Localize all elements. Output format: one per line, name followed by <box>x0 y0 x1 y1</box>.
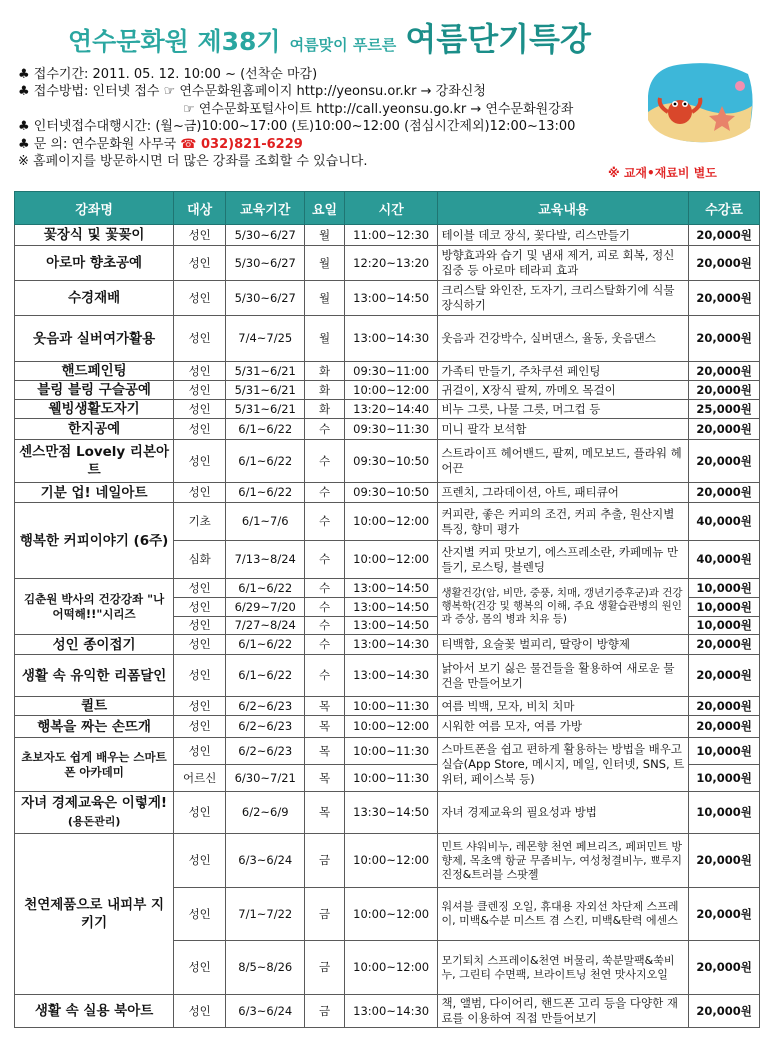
course-time: 13:00~14:50 <box>344 579 438 598</box>
course-day: 금 <box>305 888 345 941</box>
course-day: 목 <box>305 765 345 792</box>
course-name: 행복을 짜는 손뜨개 <box>15 716 174 738</box>
course-period: 5/31~6/21 <box>226 400 305 419</box>
course-day: 월 <box>305 281 345 316</box>
course-content: 비누 그릇, 나물 그릇, 머그컵 등 <box>438 400 689 419</box>
material-fee-note: ※ 교재•재료비 별도 <box>608 166 717 180</box>
course-day: 목 <box>305 792 345 834</box>
course-name: 천연제품으로 내피부 지키기 <box>15 834 174 995</box>
course-day: 수 <box>305 617 345 635</box>
course-time: 13:30~14:50 <box>344 792 438 834</box>
course-period: 7/27~8/24 <box>226 617 305 635</box>
course-content: 생활건강(암, 비만, 중풍, 치매, 갱년기증후군)과 건강행복학(건강 및 행복의 이해, 주요 생활습관병의 원인과 증상, 몸의 병과 치유 등) <box>438 579 689 635</box>
course-period: 6/2~6/23 <box>226 716 305 738</box>
course-fee: 20,000원 <box>689 655 760 697</box>
course-target: 성인 <box>174 617 226 635</box>
col-header-period: 교육기간 <box>226 192 305 225</box>
course-period: 7/4~7/25 <box>226 316 305 362</box>
table-row <box>15 225 760 246</box>
course-fee: 10,000원 <box>689 792 760 834</box>
course-fee: 20,000원 <box>689 316 760 362</box>
course-name: 김춘원 박사의 건강강좌 "나 어떡해!!"시리즈 <box>15 579 174 635</box>
course-period: 8/5~8/26 <box>226 941 305 995</box>
course-fee: 25,000원 <box>689 400 760 419</box>
info-line-hours: ♣ 인터넷접수대행시간: (월~금)10:00~17:00 (토)10:00~12:00 (점심시간제외)12:00~13:00 <box>18 119 576 135</box>
info-line-method: ♣ 접수방법: 인터넷 접수 ☞ 연수문화원홈페이지 http://yeonsu.or.kr → 강좌신청 <box>18 84 486 100</box>
course-fee: 20,000원 <box>689 995 760 1028</box>
poster-header <box>0 0 773 188</box>
table-row <box>15 834 760 888</box>
course-target: 성인 <box>174 225 226 246</box>
col-header-content: 교육내용 <box>438 192 689 225</box>
course-content: 테이블 데코 장식, 꽃다발, 리스만들기 <box>438 225 689 246</box>
course-time: 13:00~14:30 <box>344 995 438 1028</box>
course-fee: 10,000원 <box>689 579 760 598</box>
col-header-time: 시간 <box>344 192 438 225</box>
course-day: 수 <box>305 503 345 541</box>
course-fee: 20,000원 <box>689 419 760 440</box>
poster-title <box>68 14 591 60</box>
course-period: 6/2~6/23 <box>226 738 305 765</box>
table-row <box>15 655 760 697</box>
course-time: 13:20~14:40 <box>344 400 438 419</box>
course-target: 성인 <box>174 400 226 419</box>
course-table <box>14 191 760 1028</box>
table-row <box>15 697 760 716</box>
course-name: 생활 속 유익한 리폼달인 <box>15 655 174 697</box>
course-target: 성인 <box>174 483 226 503</box>
course-time: 13:00~14:50 <box>344 617 438 635</box>
course-period: 5/31~6/21 <box>226 381 305 400</box>
course-time: 10:00~11:30 <box>344 697 438 716</box>
course-name: 기분 업! 네일아트 <box>15 483 174 503</box>
course-day: 수 <box>305 579 345 598</box>
course-day: 목 <box>305 697 345 716</box>
course-name <box>15 792 174 834</box>
col-header-day: 요일 <box>305 192 345 225</box>
course-day: 월 <box>305 225 345 246</box>
table-row <box>15 362 760 381</box>
course-fee: 20,000원 <box>689 281 760 316</box>
course-target: 성인 <box>174 941 226 995</box>
course-fee: 20,000원 <box>689 362 760 381</box>
course-content: 귀걸이, X장식 팔찌, 까메오 목걸이 <box>438 381 689 400</box>
course-day: 수 <box>305 635 345 655</box>
course-fee: 20,000원 <box>689 697 760 716</box>
course-day: 금 <box>305 834 345 888</box>
course-time: 10:00~12:00 <box>344 381 438 400</box>
table-row <box>15 995 760 1028</box>
course-day: 수 <box>305 440 345 483</box>
course-content: 낡아서 보기 싫은 물건들을 활용하여 새로운 물건을 만들어보기 <box>438 655 689 697</box>
course-name: 웰빙생활도자기 <box>15 400 174 419</box>
course-fee: 20,000원 <box>689 941 760 995</box>
table-row <box>15 316 760 362</box>
course-period: 6/30~7/21 <box>226 765 305 792</box>
info-line-portal: ☞ 연수문화포털사이트 http://call.yeonsu.go.kr → 연수문화원강좌 <box>183 101 574 117</box>
table-row <box>15 381 760 400</box>
course-fee: 20,000원 <box>689 483 760 503</box>
course-target: 성인 <box>174 579 226 598</box>
course-period: 6/29~7/20 <box>226 598 305 617</box>
course-content: 웃음과 건강박수, 실버댄스, 율동, 웃음댄스 <box>438 316 689 362</box>
course-target: 성인 <box>174 440 226 483</box>
course-period: 6/1~6/22 <box>226 419 305 440</box>
course-content: 가족티 만들기, 주차쿠션 페인팅 <box>438 362 689 381</box>
info-line-note: ※ 홈페이지를 방문하시면 더 많은 강좌를 조회할 수 있습니다. <box>18 154 368 170</box>
beach-crab-illustration <box>640 56 758 148</box>
course-period: 5/30~6/27 <box>226 246 305 281</box>
course-content: 모기퇴치 스프레이&천연 버물리, 쑥분말팩&쑥비누, 그린티 수면팩, 브라이트닝 천연 맛사지오일 <box>438 941 689 995</box>
table-row <box>15 483 760 503</box>
course-content: 프렌치, 그라데이션, 아트, 패티큐어 <box>438 483 689 503</box>
course-name: 센스만점 Lovely 리본아트 <box>15 440 174 483</box>
course-time: 09:30~10:50 <box>344 440 438 483</box>
course-content: 스마트폰을 쉽고 편하게 활용하는 방법을 배우고 실습(App Store, 메시지, 메일, 인터넷, SNS, 트위터, 페이스북 등) <box>438 738 689 792</box>
info-line-contact <box>18 136 575 153</box>
course-fee: 20,000원 <box>689 440 760 483</box>
table-row <box>15 246 760 281</box>
course-target: 성인 <box>174 362 226 381</box>
course-name: 아로마 향초공예 <box>15 246 174 281</box>
course-time: 10:00~12:00 <box>344 503 438 541</box>
course-target: 성인 <box>174 246 226 281</box>
course-fee: 20,000원 <box>689 834 760 888</box>
course-content: 민트 샤워비누, 레몬향 천연 페브리즈, 페퍼민트 방향제, 목초액 항균 무좀비누, 여성청결비누, 뾰루지진정&트러블 스팟젤 <box>438 834 689 888</box>
table-row <box>15 503 760 541</box>
course-day: 금 <box>305 995 345 1028</box>
course-content: 시워한 여름 모자, 여름 가방 <box>438 716 689 738</box>
course-period: 6/2~6/9 <box>226 792 305 834</box>
course-fee: 20,000원 <box>689 246 760 281</box>
course-time: 10:00~12:00 <box>344 834 438 888</box>
course-target: 어르신 <box>174 765 226 792</box>
course-target: 성인 <box>174 716 226 738</box>
table-row <box>15 419 760 440</box>
course-target: 성인 <box>174 635 226 655</box>
course-name: 행복한 커피이야기 (6주) <box>15 503 174 579</box>
contact-label: ♣ 문 의: 연수문화원 사무국 <box>18 136 177 152</box>
course-content: 커피란, 좋은 커피의 조건, 커피 추출, 원산지별 특징, 향미 평가 <box>438 503 689 541</box>
course-time: 13:00~14:30 <box>344 635 438 655</box>
table-row <box>15 792 760 834</box>
table-row <box>15 440 760 483</box>
course-name: 핸드페인팅 <box>15 362 174 381</box>
course-time: 09:30~10:50 <box>344 483 438 503</box>
course-content: 크리스탈 와인잔, 도자기, 크리스탈화기에 식물장식하기 <box>438 281 689 316</box>
course-fee: 10,000원 <box>689 738 760 765</box>
table-row <box>15 738 760 765</box>
course-period: 6/3~6/24 <box>226 834 305 888</box>
course-content: 방향효과와 습기 및 냄새 제거, 피로 회복, 정신집중 등 아로마 테라피 효과 <box>438 246 689 281</box>
course-time: 11:00~12:30 <box>344 225 438 246</box>
course-time: 10:00~12:00 <box>344 888 438 941</box>
course-period: 6/1~6/22 <box>226 579 305 598</box>
title-main: 연수문화원 제38기 <box>68 27 281 56</box>
course-name: 꽃장식 및 꽃꽂이 <box>15 225 174 246</box>
course-day: 월 <box>305 316 345 362</box>
col-header-course: 강좌명 <box>15 192 174 225</box>
course-period: 5/30~6/27 <box>226 225 305 246</box>
course-time: 10:00~11:30 <box>344 738 438 765</box>
course-time: 10:00~11:30 <box>344 765 438 792</box>
table-row <box>15 579 760 598</box>
course-day: 화 <box>305 400 345 419</box>
course-content: 여름 빅백, 모자, 비치 치마 <box>438 697 689 716</box>
course-content: 자녀 경제교육의 필요성과 방법 <box>438 792 689 834</box>
course-name-main: 자녀 경제교육은 이렇게! <box>21 795 168 811</box>
course-period: 6/1~6/22 <box>226 483 305 503</box>
course-target: 성인 <box>174 598 226 617</box>
course-day: 월 <box>305 246 345 281</box>
course-name: 생활 속 실용 북아트 <box>15 995 174 1028</box>
course-day: 수 <box>305 655 345 697</box>
course-day: 목 <box>305 738 345 765</box>
course-name: 블링 블링 구슬공예 <box>15 381 174 400</box>
course-period: 7/1~7/22 <box>226 888 305 941</box>
course-time: 13:00~14:50 <box>344 281 438 316</box>
course-fee: 10,000원 <box>689 598 760 617</box>
course-content: 책, 앨범, 다이어리, 핸드폰 고리 등을 다양한 재료를 이용하여 직접 만들어보기 <box>438 995 689 1028</box>
course-content: 티백함, 요술꽃 벌피리, 딸랑이 방향제 <box>438 635 689 655</box>
course-target: 성인 <box>174 697 226 716</box>
course-fee: 20,000원 <box>689 225 760 246</box>
course-name: 한지공예 <box>15 419 174 440</box>
course-target: 성인 <box>174 381 226 400</box>
course-target: 심화 <box>174 541 226 579</box>
course-time: 09:30~11:00 <box>344 362 438 381</box>
course-name: 수경재배 <box>15 281 174 316</box>
course-name: 성인 종이접기 <box>15 635 174 655</box>
course-target: 성인 <box>174 834 226 888</box>
course-fee: 20,000원 <box>689 381 760 400</box>
title-big: 여름단기특강 <box>405 20 591 58</box>
course-period: 5/30~6/27 <box>226 281 305 316</box>
course-period: 6/1~7/6 <box>226 503 305 541</box>
course-fee: 20,000원 <box>689 635 760 655</box>
course-time: 13:00~14:50 <box>344 598 438 617</box>
course-fee: 20,000원 <box>689 888 760 941</box>
course-day: 수 <box>305 541 345 579</box>
course-day: 화 <box>305 381 345 400</box>
info-block <box>18 66 575 170</box>
table-row <box>15 400 760 419</box>
course-fee: 10,000원 <box>689 617 760 635</box>
course-content: 워셔블 클렌징 오일, 휴대용 자외선 차단제 스프레이, 미백&수분 미스트 겸 스킨, 미백&탄력 에센스 <box>438 888 689 941</box>
course-target: 성인 <box>174 316 226 362</box>
course-day: 수 <box>305 598 345 617</box>
course-day: 수 <box>305 419 345 440</box>
course-target: 성인 <box>174 792 226 834</box>
course-period: 6/3~6/24 <box>226 995 305 1028</box>
course-day: 수 <box>305 483 345 503</box>
course-target: 성인 <box>174 888 226 941</box>
course-content: 스트라이프 헤어밴드, 팔찌, 메모보드, 플라워 헤어끈 <box>438 440 689 483</box>
course-fee: 40,000원 <box>689 541 760 579</box>
course-period: 6/1~6/22 <box>226 655 305 697</box>
table-row <box>15 635 760 655</box>
course-name: 퀼트 <box>15 697 174 716</box>
course-period: 6/2~6/23 <box>226 697 305 716</box>
course-target: 성인 <box>174 995 226 1028</box>
course-time: 10:00~12:00 <box>344 541 438 579</box>
table-row <box>15 281 760 316</box>
title-small: 여름맞이 푸르른 <box>289 36 397 54</box>
course-time: 09:30~11:30 <box>344 419 438 440</box>
course-content: 산지별 커피 맛보기, 에스프레소란, 카페메뉴 만들기, 로스팅, 블렌딩 <box>438 541 689 579</box>
course-day: 금 <box>305 941 345 995</box>
col-header-fee: 수강료 <box>689 192 760 225</box>
course-name: 웃음과 실버여가활용 <box>15 316 174 362</box>
course-target: 성인 <box>174 281 226 316</box>
course-time: 10:00~12:00 <box>344 716 438 738</box>
table-row <box>15 716 760 738</box>
course-time: 13:00~14:30 <box>344 655 438 697</box>
course-day: 화 <box>305 362 345 381</box>
course-target: 기초 <box>174 503 226 541</box>
course-name: 초보자도 쉽게 배우는 스마트폰 아카데미 <box>15 738 174 792</box>
course-fee: 40,000원 <box>689 503 760 541</box>
course-target: 성인 <box>174 738 226 765</box>
course-fee: 10,000원 <box>689 765 760 792</box>
course-name-sub: (용돈관리) <box>67 815 121 828</box>
course-target: 성인 <box>174 419 226 440</box>
col-header-target: 대상 <box>174 192 226 225</box>
course-period: 5/31~6/21 <box>226 362 305 381</box>
course-time: 13:00~14:30 <box>344 316 438 362</box>
course-period: 6/1~6/22 <box>226 440 305 483</box>
course-time: 10:00~12:00 <box>344 941 438 995</box>
course-period: 6/1~6/22 <box>226 635 305 655</box>
contact-phone: ☎ 032)821-6229 <box>180 136 303 152</box>
course-period: 7/13~8/24 <box>226 541 305 579</box>
course-time: 12:20~13:20 <box>344 246 438 281</box>
course-day: 목 <box>305 716 345 738</box>
table-header-row <box>15 192 760 225</box>
info-line-period: ♣ 접수기간: 2011. 05. 12. 10:00 ~ (선착순 마감) <box>18 67 318 82</box>
course-fee: 20,000원 <box>689 716 760 738</box>
course-target: 성인 <box>174 655 226 697</box>
course-content: 미니 팔각 보석함 <box>438 419 689 440</box>
